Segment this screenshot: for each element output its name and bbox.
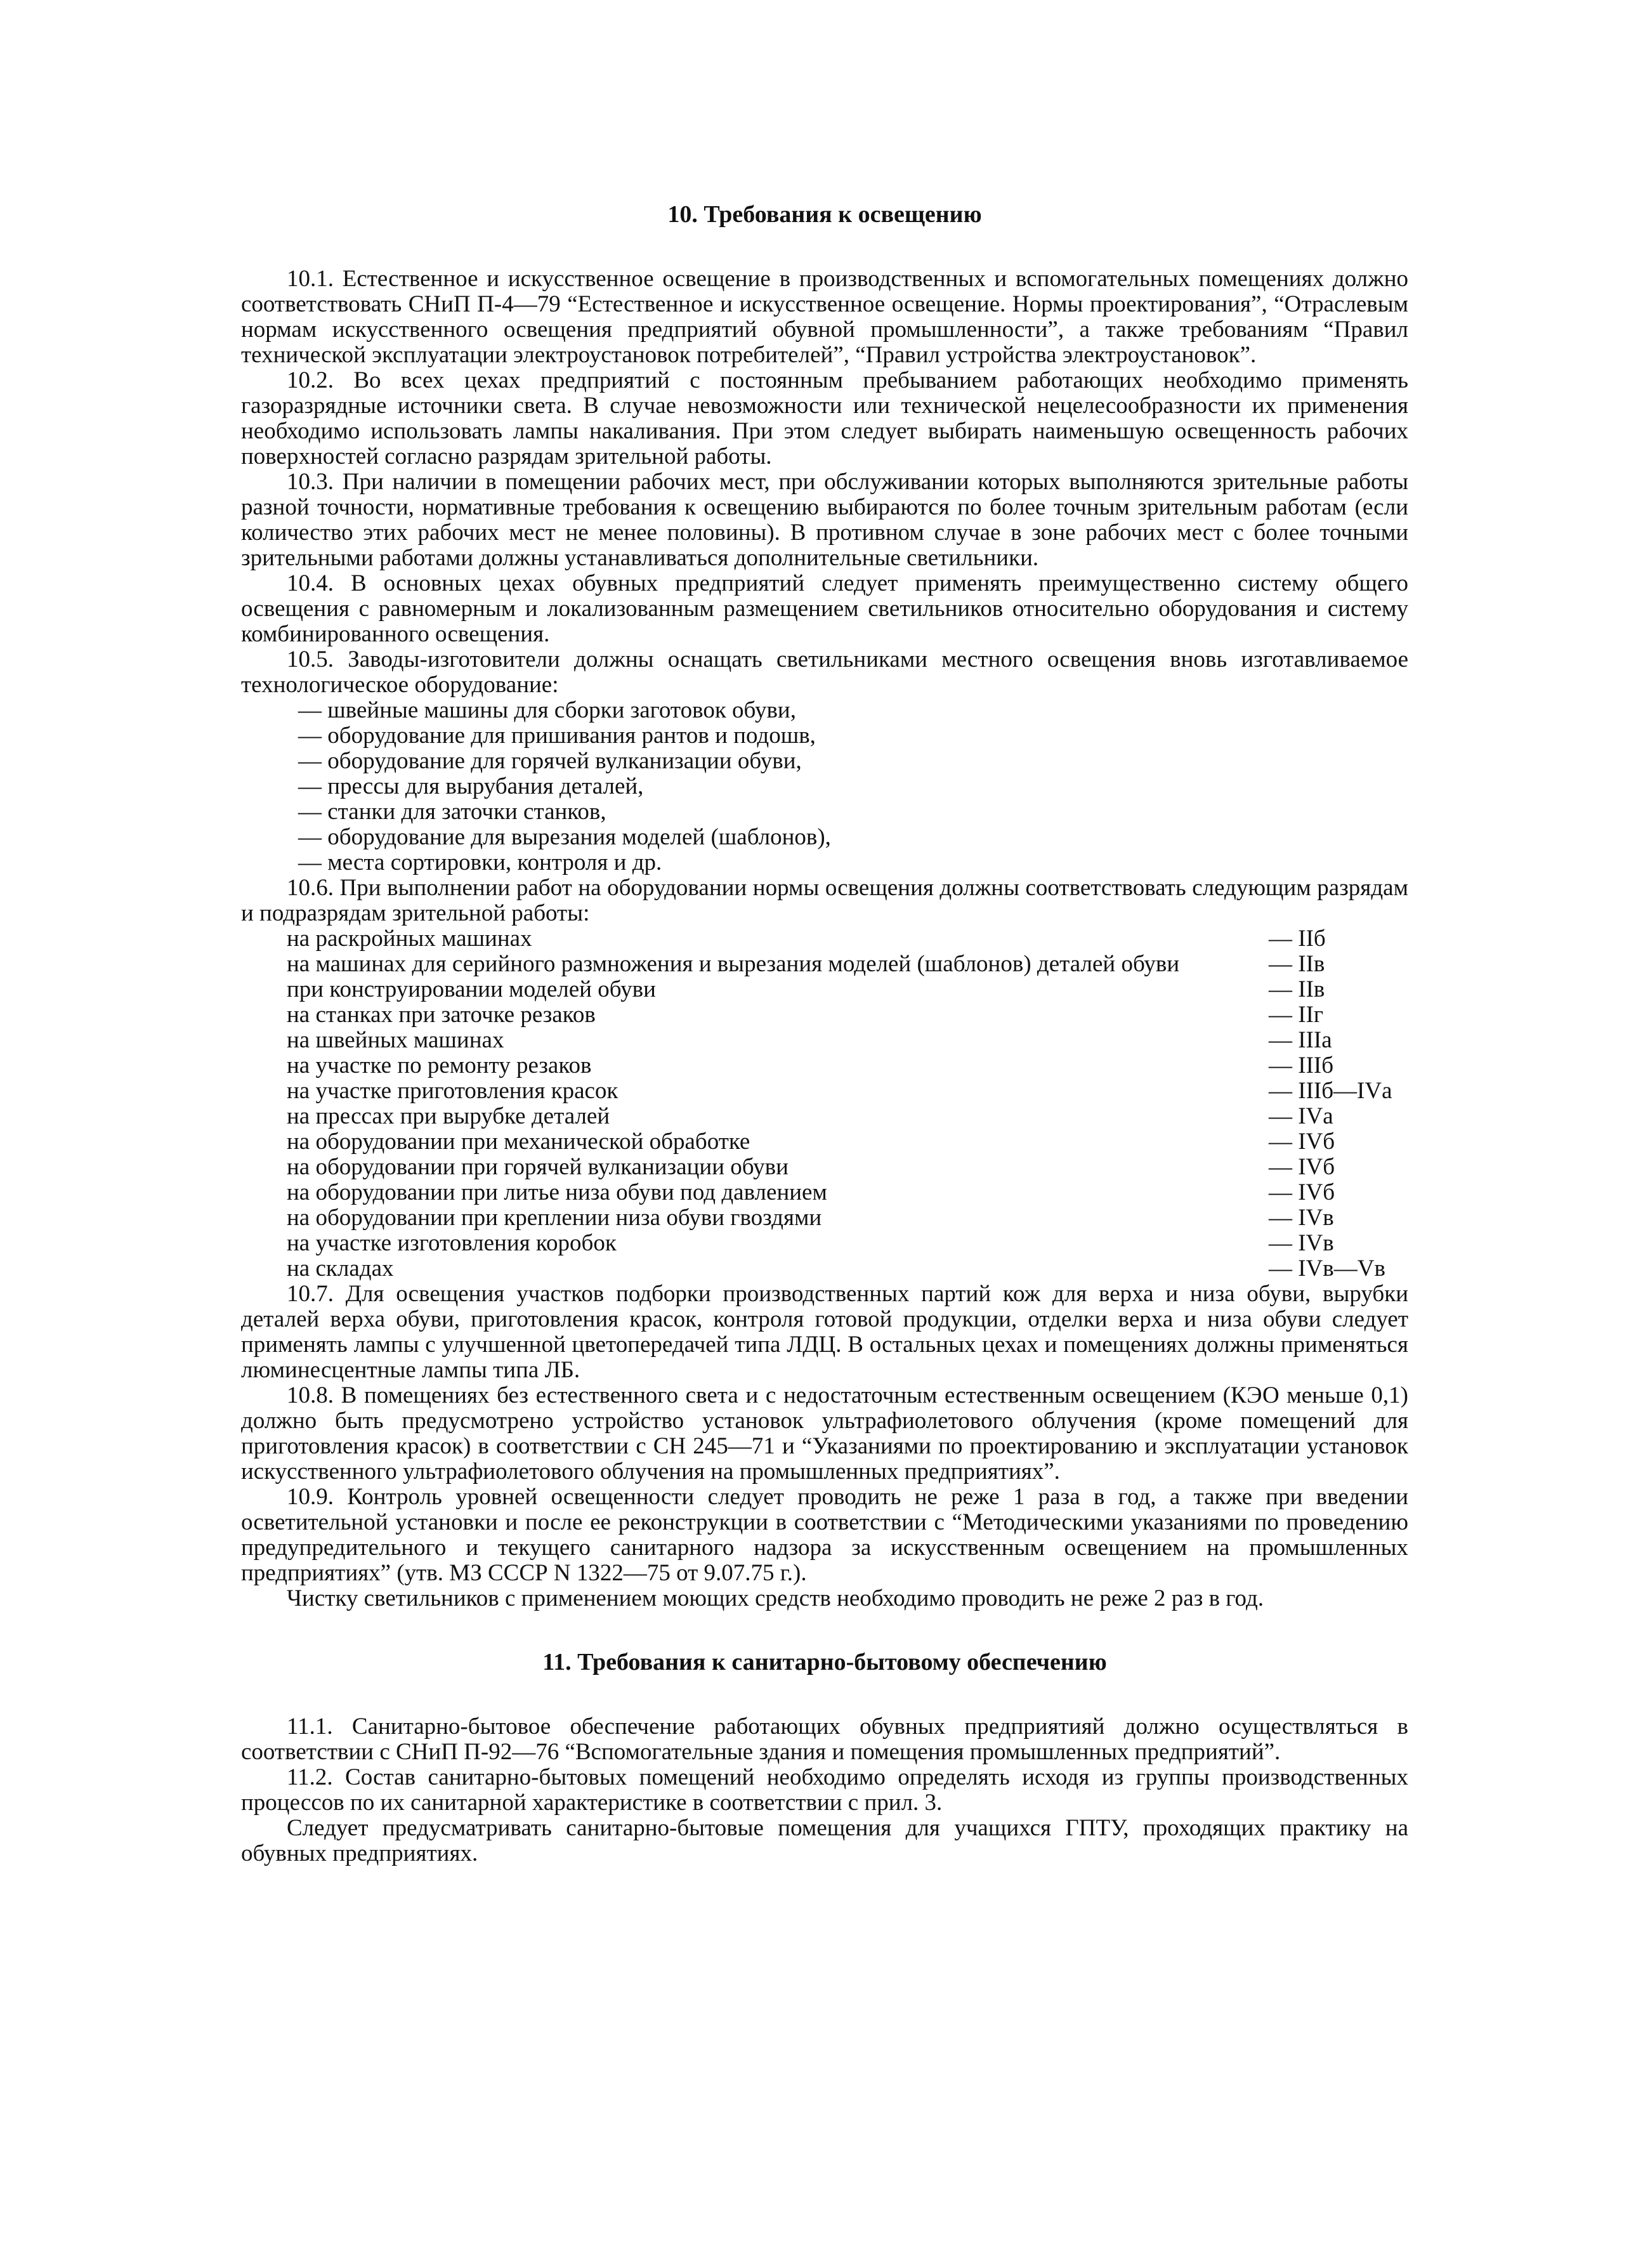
norm-label: на складах [287,1255,394,1281]
norm-row [241,1028,1408,1053]
paragraph-10-7: 10.7. Для освещения участков подборки производственных партий кож для верха и низа обуви, вырубки деталей верха обуви, приготовления красок, контроля готовой продукции, отделки верха и низа обуви следует применять лампы с улучшенной цветопередачей типа ЛДЦ. В остальных цехах и помещениях должны применяться люминесцентные лампы типа ЛБ. [241,1281,1408,1383]
norm-row [241,1231,1408,1256]
norm-grade: — IVв—Vв [1269,1255,1385,1281]
norm-label: на оборудовании при механической обработке [287,1129,750,1155]
equipment-list [241,698,1408,875]
list-item: — швейные машины для сборки заготовок обуви, [298,697,796,723]
norm-grade: — IIIа [1269,1027,1332,1053]
norm-label: при конструировании моделей обуви [287,976,656,1002]
section-10-title: 10. Требования к освещению [667,201,982,228]
norm-grade: — IIIб—IVа [1269,1078,1392,1104]
norm-grade: — IVб [1269,1154,1335,1180]
norm-grade: — IIIб [1269,1052,1334,1078]
norm-label: на оборудовании при литье низа обуви под давлением [287,1179,827,1205]
norm-grade: — IVб [1269,1179,1335,1205]
list-item: — оборудование для вырезания моделей (шаблонов), [298,824,831,850]
norm-label: на оборудовании при креплении низа обуви гвоздями [287,1205,822,1231]
norm-row [241,1256,1408,1281]
paragraph-10-9: 10.9. Контроль уровней освещенности следует проводить не реже 1 раза в год, а также при введении осветительной установки и после ее реконструкции в соответствии с “Методическими указаниями по проведению предупредительного и текущего санитарного надзора за искусственным освещением на промышленных предприятиях” (утв. МЗ СССР N 1322—75 от 9.07.75 г.). [241,1484,1408,1586]
list-item: — станки для заточки станков, [298,799,606,825]
norm-row [241,1129,1408,1155]
list-item: — места сортировки, контроля и др. [298,849,662,875]
paragraph-11-2: 11.2. Состав санитарно-бытовых помещений необходимо определять исходя из группы производственных процессов по их санитарной характеристике в соответствии с прил. 3. [241,1764,1408,1816]
norm-grade: — IVб [1269,1129,1335,1155]
paragraph-10-3: 10.3. При наличии в помещении рабочих мест, при обслуживании которых выполняются зрительные работы разной точности, нормативные требования к освещению выбираются по более точным зрительным работам (если количество этих рабочих мест не менее половины). В противном случае в зоне рабочих мест с более точными зрительными работами должны устанавливаться дополнительные светильники. [241,469,1408,571]
norm-label: на раскройных машинах [287,926,532,952]
norm-label: на прессах при вырубке деталей [287,1103,610,1129]
norm-label: на участке изготовления коробок [287,1230,617,1256]
paragraph-10-9-cleaning: Чистку светильников с применением моющих средств необходимо проводить не реже 2 раз в год. [287,1585,1264,1611]
paragraph-10-8: 10.8. В помещениях без естественного света и с недостаточным естественным освещением (КЭО меньше 0,1) должно быть предусмотрено устройство установок ультрафиолетового облучения (кроме помещений для приготовления красок) в соответствии с СН 245—71 и “Указаниями по проектированию и эксплуатации установок искусственного ультрафиолетового облучения на промышленных предприятиях”. [241,1382,1408,1485]
paragraph-10-1: 10.1. Естественное и искусственное освещение в производственных и вспомогательных помещениях должно соответствовать СНиП П-4—79 “Естественное и искусственное освещение. Нормы проектирования”, “Отраслевым нормам искусственного освещения предприятий обувной промышленности”, а также требованиям “Правил технической эксплуатации электроустановок потребителей”, “Правил устройства электроустановок”. [241,266,1408,368]
list-item: — оборудование для горячей вулканизации обуви, [298,748,802,774]
norm-grade: — IVв [1269,1205,1334,1231]
paragraph-10-5: 10.5. Заводы-изготовители должны оснащать светильниками местного освещения вновь изготавливаемое технологическое оборудование: [241,646,1408,698]
norm-row [241,1078,1408,1104]
norm-grade: — IVв [1269,1230,1334,1256]
norm-label: на оборудовании при горячей вулканизации обуви [287,1154,789,1180]
section-11-title: 11. Требования к санитарно-бытовому обеспечению [542,1649,1107,1675]
norm-label: на станках при заточке резаков [287,1002,596,1028]
norm-row [241,1104,1408,1129]
paragraph-10-4: 10.4. В основных цехах обувных предприятий следует применять преимущественно систему общего освещения с равномерным и локализованным размещением светильников относительно оборудования и систему комбинированного освещения. [241,570,1408,647]
norm-row [241,952,1408,977]
document-page [241,190,1408,1866]
paragraph-11-1: 11.1. Санитарно-бытовое обеспечение работающих обувных предприятияй должно осуществляться в соответствии с СНиП П-92—76 “Вспомогательные здания и помещения промышленных предприятий”. [241,1714,1408,1765]
norm-row [241,1155,1408,1180]
norm-row [241,926,1408,952]
norm-label: на участке приготовления красок [287,1078,618,1104]
lighting-norms-list [241,926,1408,1281]
norm-grade: — IIг [1269,1002,1324,1028]
norm-row [241,1180,1408,1205]
norm-label: на швейных машинах [287,1027,504,1053]
list-item: — оборудование для пришивания рантов и подошв, [298,723,816,749]
norm-row [241,977,1408,1002]
norm-row [241,1053,1408,1078]
paragraph-10-6: 10.6. При выполнении работ на оборудовании нормы освещения должны соответствовать следующим разрядам и подразрядам зрительной работы: [241,875,1408,926]
norm-grade: — IIв [1269,951,1325,977]
norm-label: на машинах для серийного размножения и вырезания моделей (шаблонов) деталей обуви [287,951,1180,977]
paragraph-11-2-students: Следует предусматривать санитарно-бытовые помещения для учащихся ГПТУ, проходящих практику на обувных предприятиях. [241,1815,1408,1866]
norm-grade: — IVа [1269,1103,1333,1129]
paragraph-10-2: 10.2. Во всех цехах предприятий с постоянным пребыванием работающих необходимо применять газоразрядные источники света. В случае невозможности или технической нецелесообразности их применения необходимо использовать лампы накаливания. При этом следует выбирать наименьшую освещенность рабочих поверхностей согласно разрядам зрительной работы. [241,367,1408,469]
norm-label: на участке по ремонту резаков [287,1052,592,1078]
list-item: — прессы для вырубания деталей, [298,773,644,799]
norm-grade: — IIв [1269,976,1325,1002]
norm-grade: — IIб [1269,926,1326,952]
norm-row [241,1002,1408,1028]
norm-row [241,1205,1408,1231]
